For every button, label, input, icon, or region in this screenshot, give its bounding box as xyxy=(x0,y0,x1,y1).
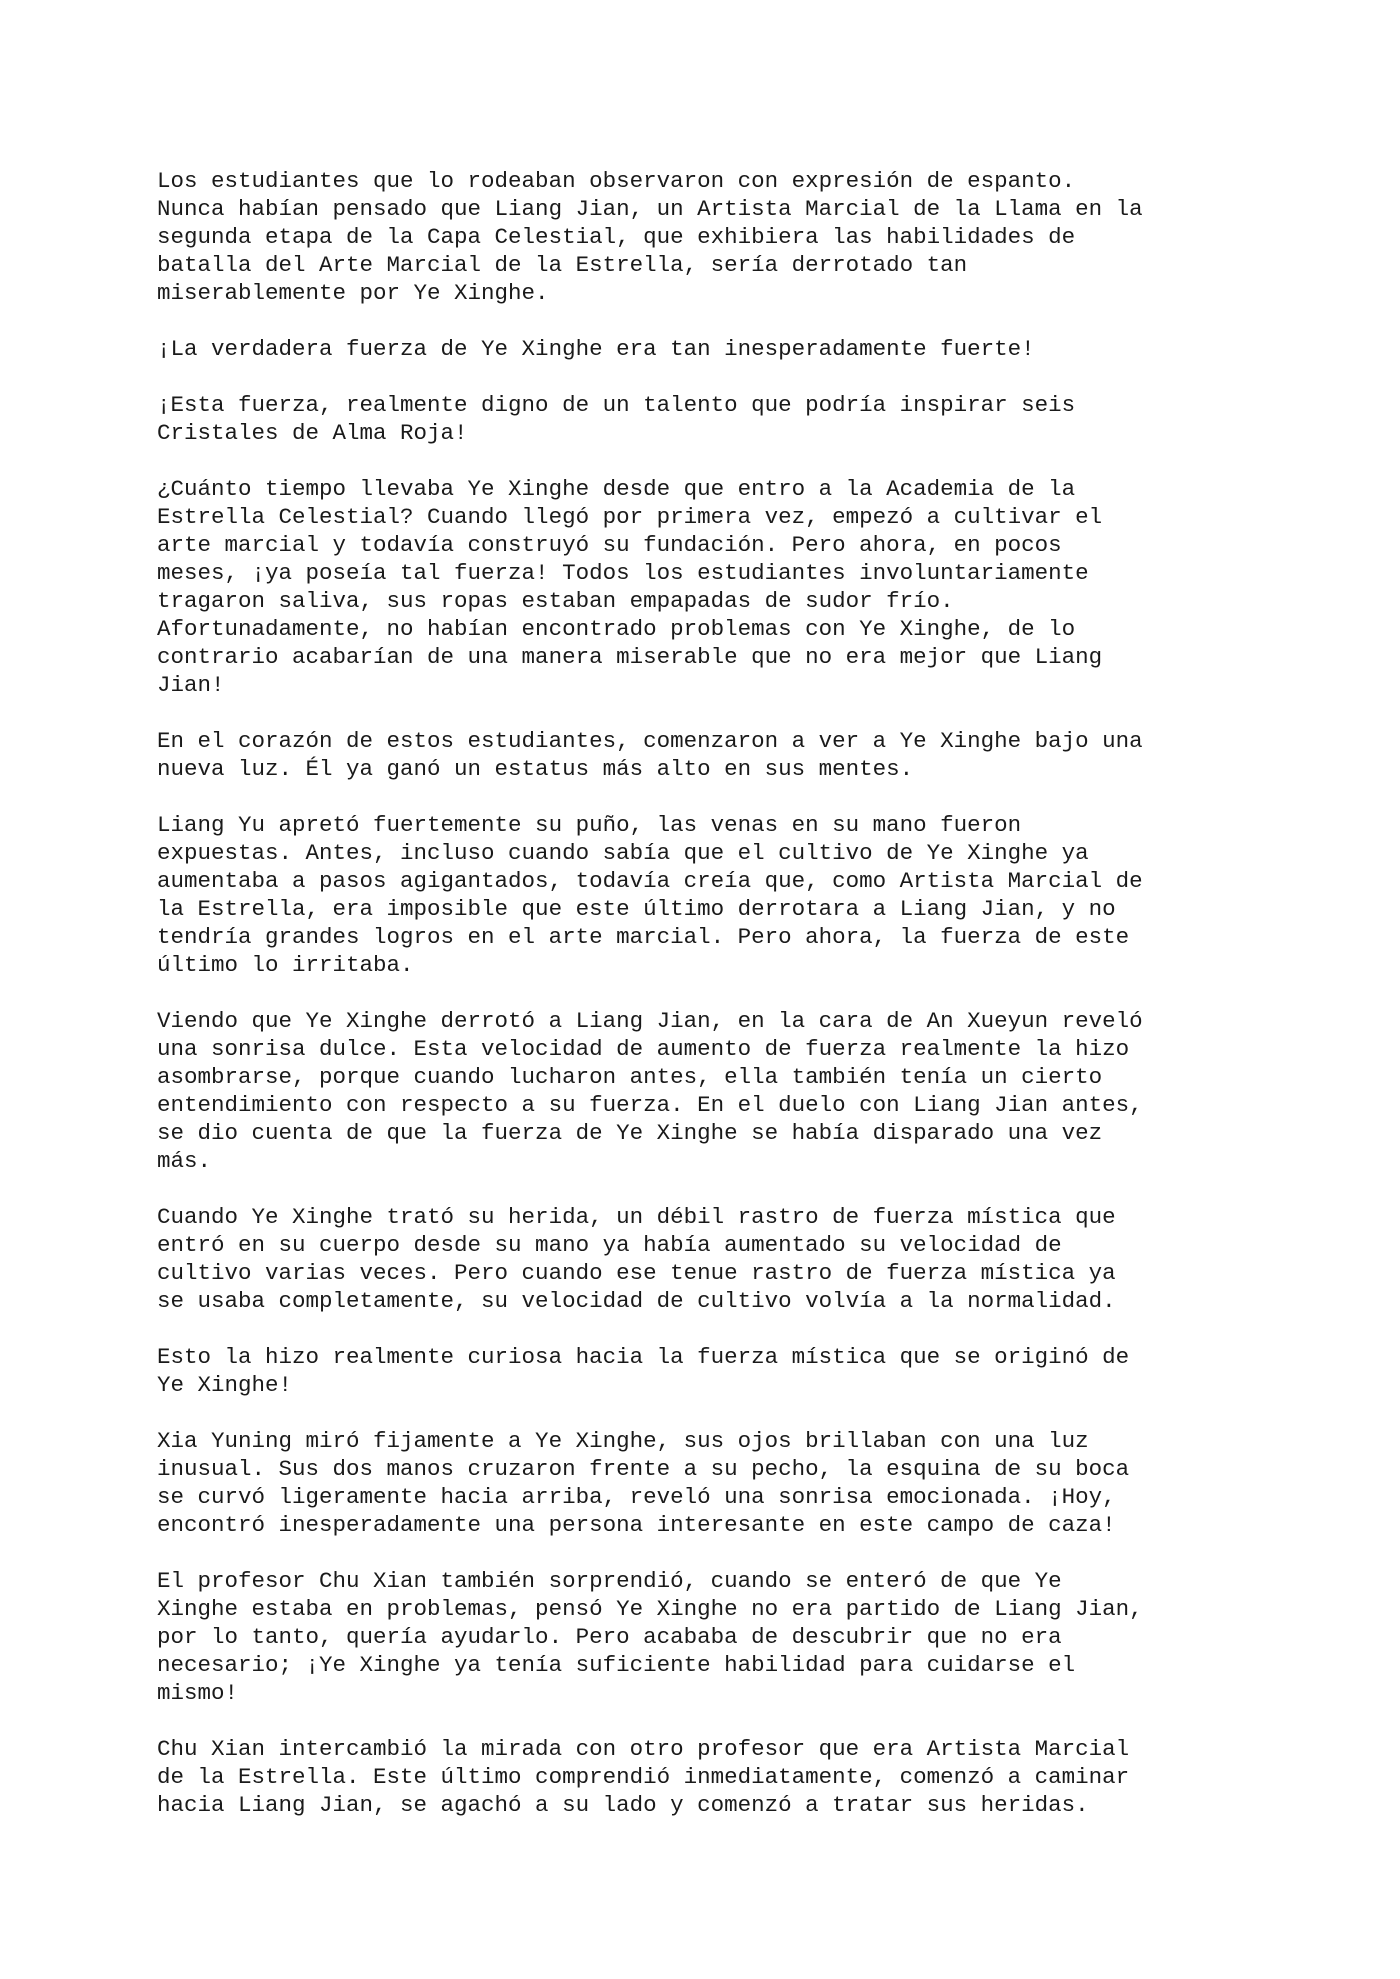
paragraph-3: ¡Esta fuerza, realmente digno de un talento que podría inspirar seis Cristales de Alma Roja! xyxy=(157,392,1076,446)
paragraph-5: En el corazón de estos estudiantes, comenzaron a ver a Ye Xinghe bajo una nueva luz. Él ya ganó un estatus más alto en sus mentes. xyxy=(157,728,1143,782)
paragraph-9: Esto la hizo realmente curiosa hacia la fuerza mística que se originó de Ye Xinghe! xyxy=(157,1344,1130,1398)
document-page xyxy=(157,167,1267,1819)
paragraph-7: Viendo que Ye Xinghe derrotó a Liang Jian, en la cara de An Xueyun reveló una sonrisa dulce. Esta velocidad de aumento de fuerza realmente la hizo asombrarse, porque cuando lucharon antes, ella también tenía un cierto entendimiento con respecto a su fuerza. En el duelo con Liang Jian antes, se dio cuenta de que la fuerza de Ye Xinghe se había disparado una vez más. xyxy=(157,1008,1143,1174)
paragraph-6: Liang Yu apretó fuertemente su puño, las venas en su mano fueron expuestas. Antes, incluso cuando sabía que el cultivo de Ye Xinghe ya aumentaba a pasos agigantados, todavía creía que, como Artista Marcial de la Estrella, era imposible que este último derrotara a Liang Jian, y no tendría grandes logros en el arte marcial. Pero ahora, la fuerza de este último lo irritaba. xyxy=(157,812,1143,978)
paragraph-11: El profesor Chu Xian también sorprendió, cuando se enteró de que Ye Xinghe estaba en problemas, pensó Ye Xinghe no era partido de Liang Jian, por lo tanto, quería ayudarlo. Pero acababa de descubrir que no era necesario; ¡Ye Xinghe ya tenía suficiente habilidad para cuidarse el mismo! xyxy=(157,1568,1143,1706)
paragraph-10: Xia Yuning miró fijamente a Ye Xinghe, sus ojos brillaban con una luz inusual. Sus dos manos cruzaron frente a su pecho, la esquina de su boca se curvó ligeramente hacia arriba, reveló una sonrisa emocionada. ¡Hoy, encontró inesperadamente una persona interesante en este campo de caza! xyxy=(157,1428,1130,1538)
paragraph-1: Los estudiantes que lo rodeaban observaron con expresión de espanto. Nunca habían pensado que Liang Jian, un Artista Marcial de la Llama en la segunda etapa de la Capa Celestial, que exhibiera las habilidades de batalla del Arte Marcial de la Estrella, sería derrotado tan miserablemente por Ye Xinghe. xyxy=(157,168,1143,306)
paragraph-2: ¡La verdadera fuerza de Ye Xinghe era tan inesperadamente fuerte! xyxy=(157,336,1035,362)
paragraph-4: ¿Cuánto tiempo llevaba Ye Xinghe desde que entro a la Academia de la Estrella Celestial? Cuando llegó por primera vez, empezó a cultivar el arte marcial y todavía construyó su fundación. Pero ahora, en pocos meses, ¡ya poseía tal fuerza! Todos los estudiantes involuntariamente tragaron saliva, sus ropas estaban empapadas de sudor frío. Afortunadamente, no habían encontrado problemas con Ye Xinghe, de lo contrario acabarían de una manera miserable que no era mejor que Liang Jian! xyxy=(157,476,1103,698)
paragraph-8: Cuando Ye Xinghe trató su herida, un débil rastro de fuerza mística que entró en su cuerpo desde su mano ya había aumentado su velocidad de cultivo varias veces. Pero cuando ese tenue rastro de fuerza mística ya se usaba completamente, su velocidad de cultivo volvía a la normalidad. xyxy=(157,1204,1116,1314)
paragraph-12: Chu Xian intercambió la mirada con otro profesor que era Artista Marcial de la Estrella. Este último comprendió inmediatamente, comenzó a caminar hacia Liang Jian, se agachó a su lado y comenzó a tratar sus heridas. xyxy=(157,1736,1130,1818)
